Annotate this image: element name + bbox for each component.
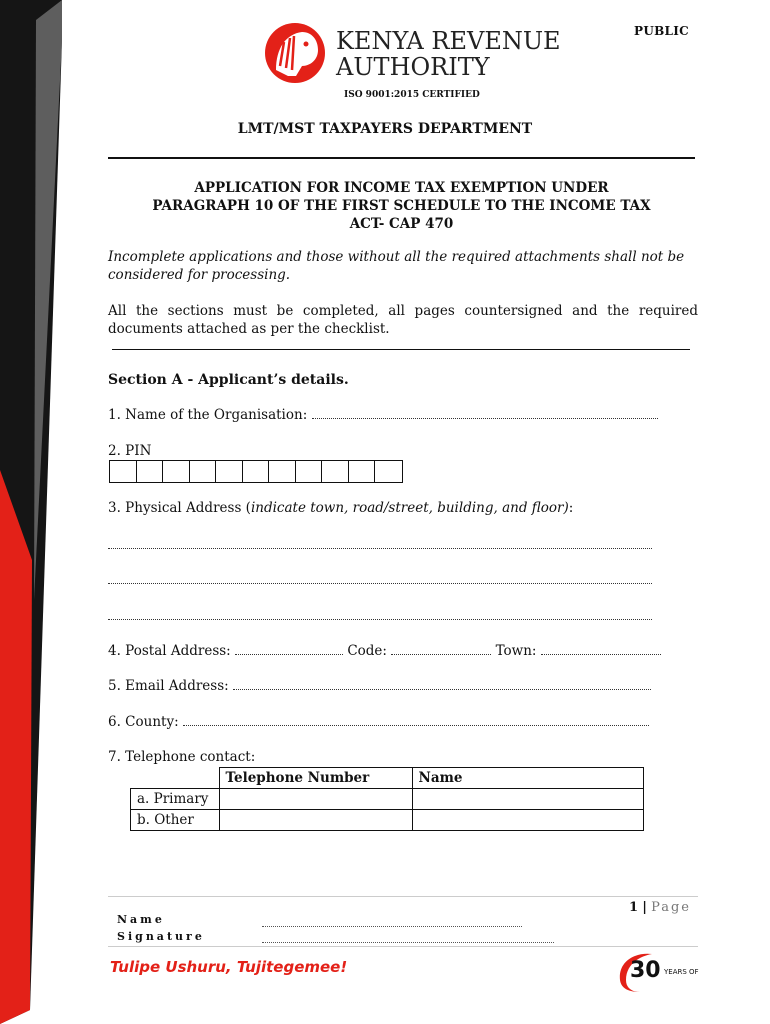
signature-input-line[interactable] (262, 942, 554, 943)
kra-logo (262, 20, 562, 86)
table-corner-cell (131, 768, 220, 789)
signature-label: Signature (117, 930, 205, 943)
row-label-primary: a. Primary (131, 789, 220, 810)
instructions-divider (112, 349, 690, 350)
badge-years: 30 (630, 958, 661, 983)
physical-address-label-text: 3. Physical Address ( (108, 500, 251, 516)
physical-address-line-2[interactable] (108, 583, 652, 584)
pin-box[interactable] (137, 461, 164, 482)
town-label: Town: (495, 643, 537, 659)
name-input-line[interactable] (262, 926, 522, 927)
row-label-other: b. Other (131, 810, 220, 831)
organisation-name (336, 28, 561, 80)
page-number-separator: | (642, 900, 647, 915)
organisation-name-label: 1. Name of the Organisation: (108, 407, 308, 423)
section-a-heading: Section A - Applicant’s details. (108, 372, 349, 388)
organisation-name-line2: AUTHORITY (336, 53, 490, 81)
application-title-line3: ACT- CAP 470 (349, 216, 454, 232)
town-input[interactable] (541, 642, 661, 655)
application-title (108, 179, 695, 233)
physical-address-hint: indicate town, road/street, building, and floor) (250, 500, 569, 516)
postal-address-label: 4. Postal Address: (108, 643, 231, 659)
footer-divider (108, 896, 698, 897)
pin-label: 2. PIN (108, 443, 152, 459)
name-label: Name (117, 913, 165, 926)
table-row (131, 810, 644, 831)
table-row (131, 789, 644, 810)
page-number-value: 1 (629, 900, 639, 915)
other-telephone-input[interactable] (219, 810, 412, 831)
postal-code-label: Code: (347, 643, 387, 659)
pin-box[interactable] (322, 461, 349, 482)
decorative-side-stripe (0, 0, 70, 1024)
header-divider (108, 157, 695, 159)
physical-address-line-1[interactable] (108, 548, 652, 549)
postal-address-field (108, 642, 661, 659)
page-number (629, 900, 691, 915)
other-name-input[interactable] (412, 810, 643, 831)
anniversary-badge (614, 950, 699, 994)
badge-text: YEARS OF (664, 968, 699, 976)
physical-address-label (108, 500, 573, 516)
application-title-line2: PARAGRAPH 10 OF THE FIRST SCHEDULE TO THE INCOME TAX (152, 198, 651, 214)
organisation-name-line1: KENYA REVENUE (336, 27, 561, 55)
pin-box[interactable] (243, 461, 270, 482)
incomplete-notice: Incomplete applications and those without all the required attachments shall not be considered for processing. (108, 249, 685, 283)
organisation-name-input[interactable] (312, 406, 658, 419)
pin-box[interactable] (216, 461, 243, 482)
iso-certification: ISO 9001:2015 CERTIFIED (344, 90, 480, 100)
column-telephone-number: Telephone Number (219, 768, 412, 789)
instructions-text: All the sections must be completed, all pages countersigned and the required documents attached as per the checklist. (108, 303, 698, 337)
pin-box[interactable] (269, 461, 296, 482)
primary-telephone-input[interactable] (219, 789, 412, 810)
classification-label: PUBLIC (634, 24, 690, 38)
telephone-table (130, 767, 644, 831)
page-label: Page (651, 900, 691, 915)
email-input[interactable] (233, 677, 651, 690)
application-title-line1: APPLICATION FOR INCOME TAX EXEMPTION UNDER (194, 180, 609, 196)
pin-box[interactable] (375, 461, 402, 482)
pin-box[interactable] (163, 461, 190, 482)
footer-divider-lower (108, 946, 698, 947)
email-label: 5. Email Address: (108, 678, 229, 694)
postal-code-input[interactable] (391, 642, 491, 655)
county-label: 6. County: (108, 714, 179, 730)
pin-box[interactable] (110, 461, 137, 482)
physical-address-colon: : (568, 500, 574, 516)
slogan: Tulipe Ushuru, Tujitegemee! (110, 958, 348, 976)
county-field (108, 713, 649, 730)
department-title: LMT/MST TAXPAYERS DEPARTMENT (237, 121, 533, 137)
lion-emblem-icon (262, 20, 328, 86)
physical-address-line-3[interactable] (108, 619, 652, 620)
primary-name-input[interactable] (412, 789, 643, 810)
county-input[interactable] (183, 713, 649, 726)
pin-box[interactable] (296, 461, 323, 482)
organisation-name-field (108, 406, 658, 423)
postal-address-input[interactable] (235, 642, 343, 655)
pin-box[interactable] (190, 461, 217, 482)
pin-box[interactable] (349, 461, 376, 482)
telephone-contact-label: 7. Telephone contact: (108, 749, 256, 765)
email-field (108, 677, 651, 694)
table-header-row (131, 768, 644, 789)
column-name: Name (412, 768, 643, 789)
pin-input-boxes (109, 460, 403, 483)
